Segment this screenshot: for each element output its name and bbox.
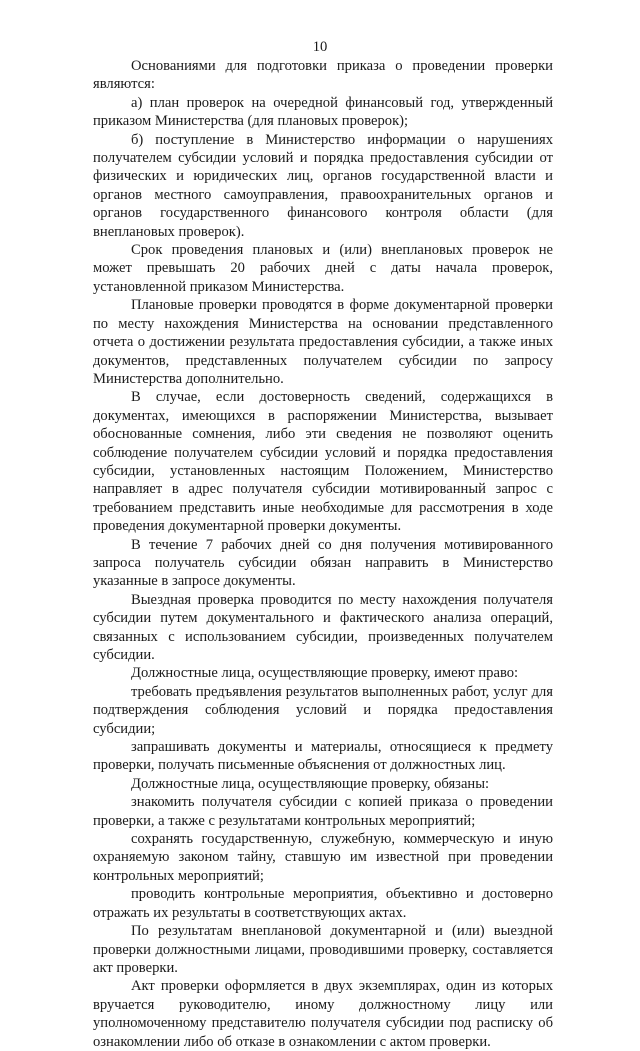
page-number: 10 [312,39,328,55]
paragraph-grounds-plan: а) план проверок на очередной финансовый год, утвержденный приказом Министерства (для плановых проверок); [93,94,553,130]
paragraph-grounds-information: б) поступление в Министерство информации о нарушениях получателем субсидии условий и порядка предоставления субсидии от физических и юридических лиц, органов государственной власти и органов местного самоуправления, правоохранительных органов и органов государственного финансового контроля области (для внеплановых проверок). [93,131,553,240]
paragraph-duty-inform: знакомить получателя субсидии с копией приказа о проведении проверки, а также с результатами контрольных мероприятий; [93,794,553,829]
document-body [93,57,553,1051]
paragraph-planned-inspections: Плановые проверки проводятся в форме документарной проверки по месту нахождения Министерства на основании представленного отчета о достижении результата предоставления субсидии, а также иных документов, представленных получателем субсидии по запросу Министерства дополнительно. [93,297,553,387]
paragraph-right-request-documents: запрашивать документы и материалы, относящиеся к предмету проверки, получать письменные объяснения от должностных лиц. [93,739,553,774]
paragraph-reasoned-request: В случае, если достоверность сведений, содержащихся в документах, имеющихся в распоряжении Министерства, вызывает обоснованные сомнения, либо эти сведения не позволяют оценить соблюдение получателем субсидии условий и порядка предоставления субсидии, установленных настоящим Положением, Министерство направляет в адрес получателя субсидии мотивированный запрос с требованием представить иные необходимые для рассмотрения в ходе проведения документарной проверки документы. [93,389,553,535]
paragraph-response-deadline: В течение 7 рабочих дней со дня получения мотивированного запроса получатель субсидии обязан направить в Министерство указанные в запросе документы. [93,536,553,590]
paragraph-inspection-act: По результатам внеплановой документарной и (или) выездной проверки должностными лицами, проводившими проверку, составляется акт проверки. [93,923,553,976]
paragraph-grounds-intro: Основаниями для подготовки приказа о проведении проверки являются: [93,58,553,93]
paragraph-act-copies: Акт проверки оформляется в двух экземплярах, один из которых вручается руководителю, иному должностному лицу или уполномоченному представителю получателя субсидии под расписку об ознакомлении либо об отказе в ознакомлении с актом проверки. [93,978,553,1050]
paragraph-inspection-term: Срок проведения плановых и (или) внеплановых проверок не может превышать 20 рабочих дней с даты начала проверок, установленной приказом Министерства. [93,242,553,295]
paragraph-duty-confidentiality: сохранять государственную, служебную, коммерческую и иную охраняемую законом тайну, ставшую им известной при проведении контрольных мероприятий; [93,831,553,884]
paragraph-onsite-inspection: Выездная проверка проводится по месту нахождения получателя субсидии путем документального и фактического анализа операций, связанных с использованием субсидии, произведенных получателем субсидии. [93,591,553,663]
paragraph-right-demand-results: требовать предъявления результатов выполненных работ, услуг для подтверждения соблюдения условий и порядка предоставления субсидии; [93,683,553,737]
paragraph-officials-rights: Должностные лица, осуществляющие проверку, имеют право: [131,665,519,682]
paragraph-officials-duties: Должностные лица, осуществляющие проверку, обязаны: [131,775,490,792]
paragraph-duty-objectivity: проводить контрольные мероприятия, объективно и достоверно отражать их результаты в соответствующих актах. [93,886,553,921]
